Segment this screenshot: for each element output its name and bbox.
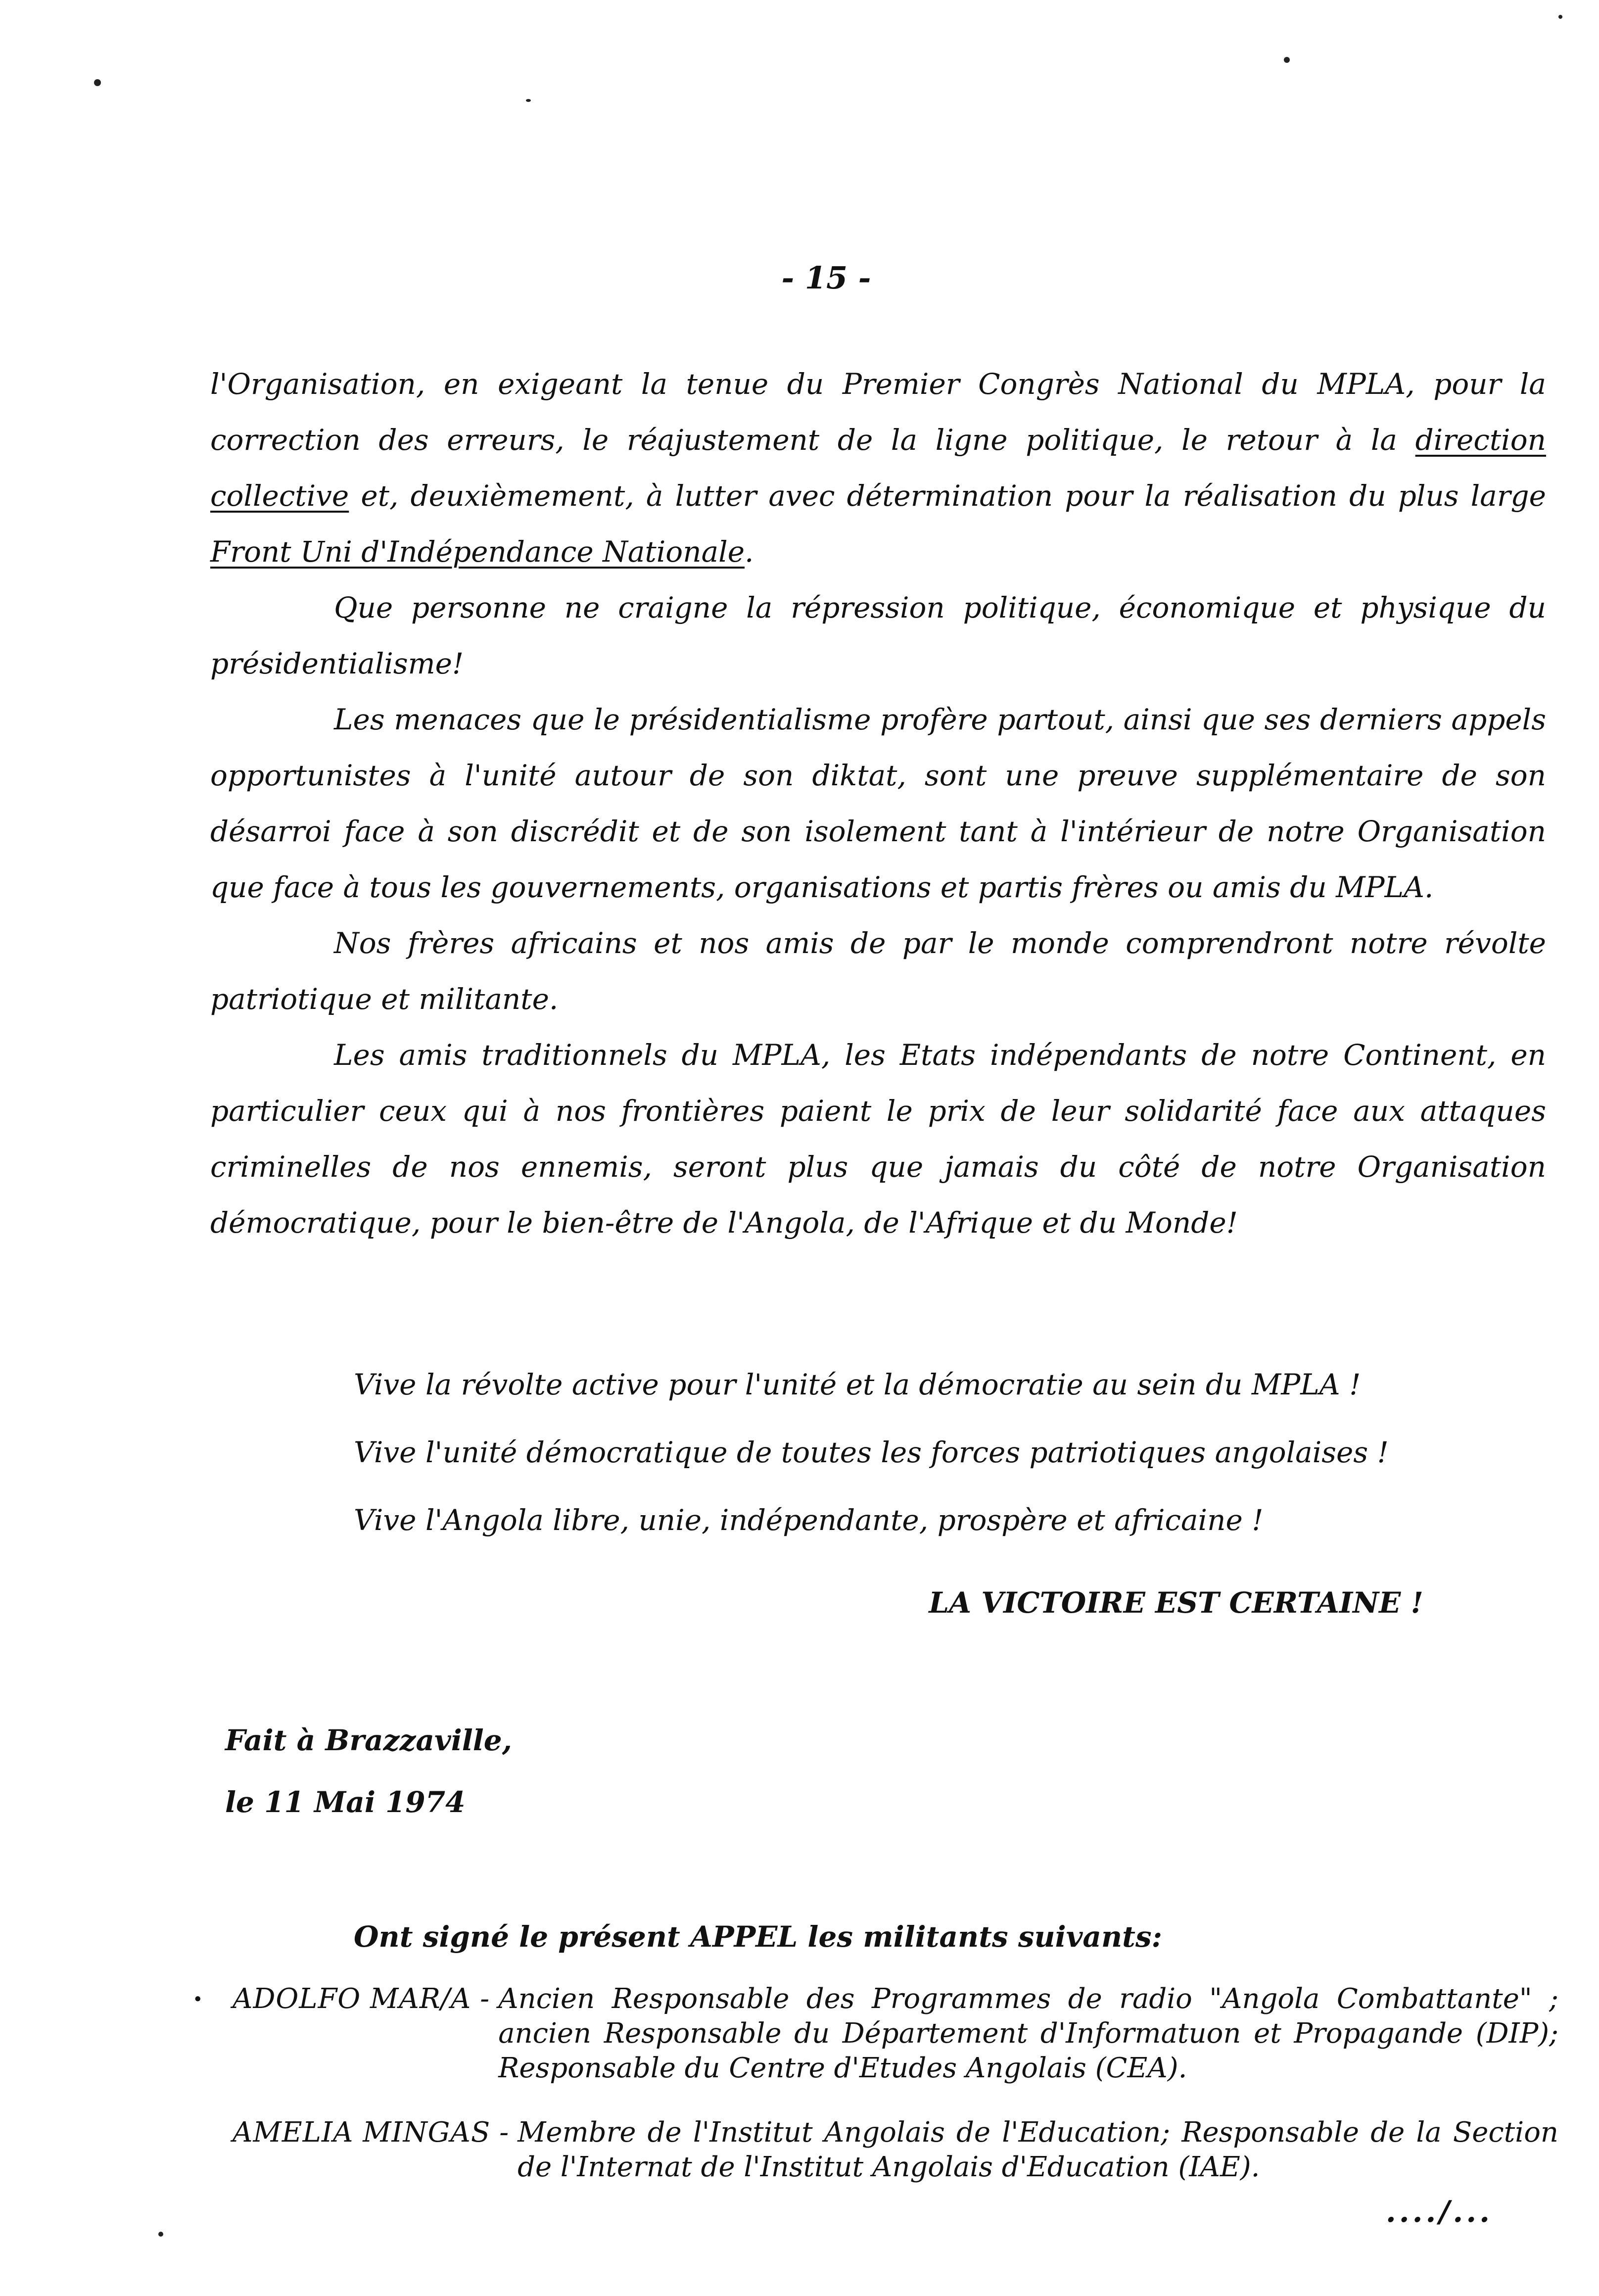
signatory-entry: [193, 2115, 1558, 2185]
scan-speck: [1558, 15, 1562, 19]
signatory-name: ADOLFO MAR/A: [233, 1983, 471, 2015]
date: le 11 Mai 1974: [225, 1785, 466, 1819]
page-number: - 15 -: [781, 260, 871, 296]
paragraph-text: .: [745, 535, 754, 569]
paragraph-continuation: [210, 356, 1546, 580]
signatory-role: Membre de l'Institut Angolais de l'Education; Responsable de la Section de l'Internat de l'Institut Angolais d'Education (IAE).: [517, 2116, 1558, 2183]
underlined-phrase: direction collective: [210, 423, 1546, 513]
scan-speck: [526, 99, 531, 102]
place: Fait à Brazzaville,: [225, 1723, 512, 1757]
slogan: Vive l'unité démocratique de toutes les forces patriotiques angolaises !: [354, 1435, 1389, 1469]
paragraph-text: et, deuxièmement, à lutter avec détermination pour la réalisation du plus large: [349, 479, 1546, 513]
place-date: [225, 1710, 512, 1833]
paragraph: Que personne ne craigne la répression politique, économique et physique du présidentialisme!: [210, 591, 1546, 680]
dash: -: [499, 2116, 509, 2149]
slogan: Vive l'Angola libre, unie, indépendante, prospère et africaine !: [354, 1503, 1264, 1537]
paragraph-text: l'Organisation, en exigeant la tenue du Premier Congrès National du MPLA, pour la correction des erreurs, le réajustement de la ligne politique, le retour à la: [210, 367, 1546, 457]
paragraph: Nos frères africains et nos amis de par le monde comprendront notre révolte patriotique et militante.: [210, 926, 1546, 1016]
body-text: [210, 356, 1546, 1251]
underlined-phrase: Front Uni d'Indépendance Nationale: [210, 535, 745, 569]
scan-speck: [1284, 57, 1290, 63]
signatories-intro: Ont signé le présent APPEL les militants suivants:: [354, 1920, 1163, 1954]
dash: -: [480, 1983, 490, 2015]
bullet: ·: [193, 1983, 203, 2015]
signatory-entry: [193, 1982, 1558, 2086]
signatory-name: AMELIA MINGAS: [233, 2116, 491, 2149]
scan-speck: [158, 2232, 163, 2237]
paragraph: Les menaces que le présidentialisme profère partout, ainsi que ses derniers appels opportunistes à l'unité autour de son diktat, sont une preuve supplémentaire de son désarroi face à son discrédit et de son isolement tant à l'intérieur de notre Organisation que face à tous les gouvernements, organisations et partis frères ou amis du MPLA.: [210, 703, 1546, 904]
paragraph: Les amis traditionnels du MPLA, les Etats indépendants de notre Continent, en particulier ceux qui à nos frontières paient le prix de leur solidarité face aux attaques criminelles de nos ennemis, seront plus que jamais du côté de notre Organisation démocratique, pour le bien-être de l'Angola, de l'Afrique et du Monde!: [210, 1038, 1546, 1240]
scan-speck: [94, 79, 101, 86]
signatory-role: Ancien Responsable des Programmes de radio "Angola Combattante" ; ancien Responsable du Département d'Informatuon et Propagande (DIP); Responsable du Centre d'Etudes Angolais (CEA).: [498, 1983, 1558, 2084]
victory-line: LA VICTOIRE EST CERTAINE !: [929, 1586, 1423, 1620]
slogans: [354, 1351, 1516, 1554]
continued-marker: ..../...: [1385, 2195, 1493, 2229]
slogan: Vive la révolte active pour l'unité et la démocratie au sein du MPLA !: [354, 1368, 1361, 1401]
